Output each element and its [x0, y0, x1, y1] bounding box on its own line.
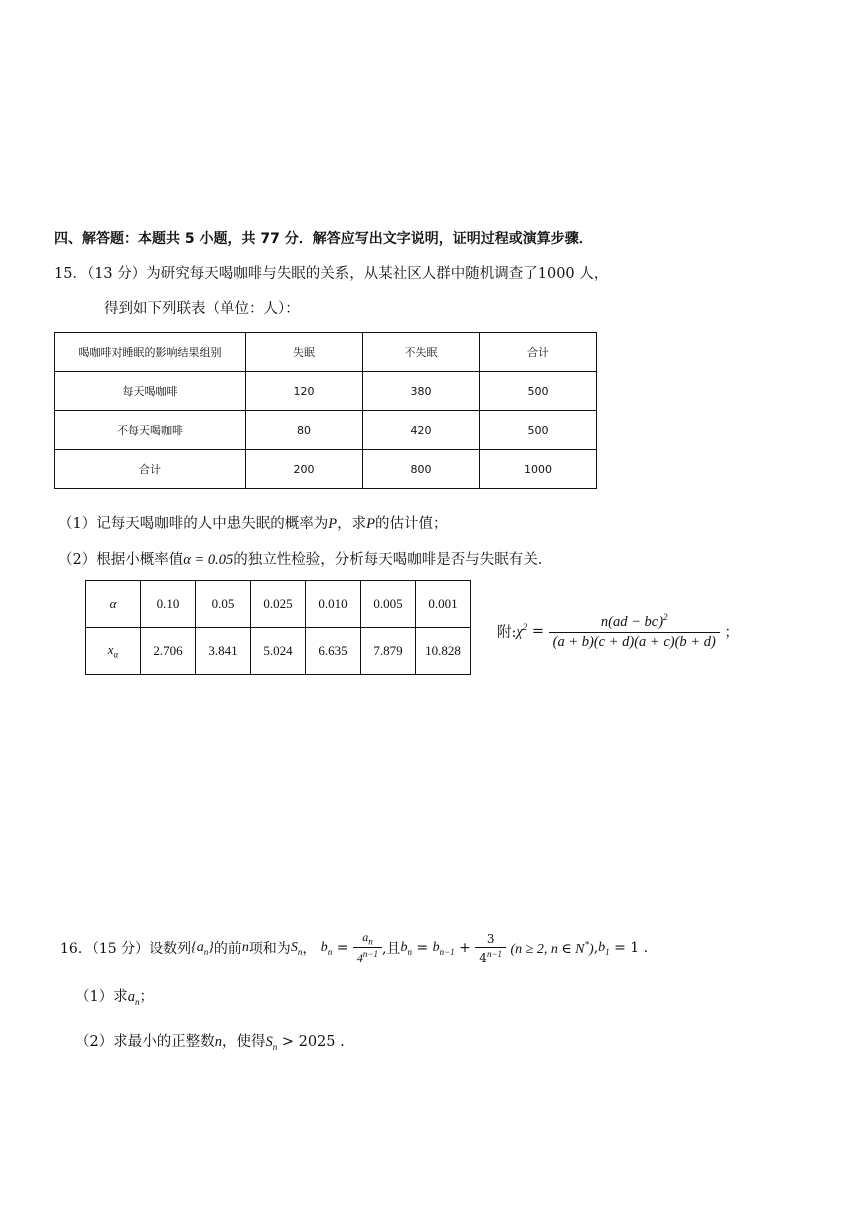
table-cell: 10.828 — [416, 628, 471, 675]
table-cell: 200 — [246, 450, 363, 489]
denominator: (a + b)(c + d)(a + c)(b + d) — [549, 632, 720, 651]
table-cell: 1000 — [480, 450, 597, 489]
header-cell: 喝咖啡对睡眠的影响结果组别 — [55, 333, 246, 372]
contingency-table — [54, 332, 597, 489]
table-cell: 6.635 — [306, 628, 361, 675]
table-cell: 7.879 — [361, 628, 416, 675]
var-p: P — [328, 516, 338, 532]
table-cell: 0.005 — [361, 581, 416, 628]
critical-value-table — [85, 580, 471, 675]
equals: = — [531, 623, 545, 640]
table-cell: 500 — [480, 372, 597, 411]
fraction-an: $\frac{a_n}{4^{n-1}}$ — [353, 930, 382, 966]
q16-part1: （1）求$a_n$； — [75, 989, 154, 1007]
formula-suffix: ； — [724, 624, 739, 641]
numerator: n(ad − bc)$^2$ — [600, 612, 668, 630]
table-row — [86, 628, 471, 675]
q15-line2: 得到如下列联表（单位：人）： — [104, 301, 300, 317]
condition: (n ≥ 2, n ∈ N*) — [510, 938, 594, 957]
section-title: 四、解答题：本题共 5 小题，共 77 分．解答应写出文字说明，证明过程或演算步骤． — [54, 231, 593, 247]
q15-part1 — [58, 512, 447, 533]
text: 的独立性检验，分析每天喝咖啡是否与失眠有关． — [233, 552, 553, 568]
q16-part2: （2）求最小的正整数n，使得$S_n > 2025$ . — [75, 1034, 345, 1052]
q15-part2 — [58, 548, 552, 569]
alpha-value: α = 0.05 — [183, 552, 234, 568]
text: （1）记每天喝咖啡的人中患失眠的概率为 — [58, 516, 329, 532]
x-alpha-label: $x_\alpha$ — [86, 628, 141, 675]
alpha-label: α — [86, 581, 141, 628]
formula-fraction — [549, 612, 720, 651]
chi-symbol: $\chi^2$ — [516, 622, 528, 640]
text: （2）根据小概率值 — [58, 552, 184, 568]
table-cell: 380 — [363, 372, 480, 411]
table-cell: 合计 — [55, 450, 246, 489]
table-header-row — [55, 333, 597, 372]
table-cell: 0.001 — [416, 581, 471, 628]
table-row — [55, 411, 597, 450]
header-cell: 不失眠 — [363, 333, 480, 372]
table-cell: 5.024 — [251, 628, 306, 675]
header-cell: 失眠 — [246, 333, 363, 372]
table-cell: 80 — [246, 411, 363, 450]
table-cell: 800 — [363, 450, 480, 489]
header-cell: 合计 — [480, 333, 597, 372]
table-row — [86, 581, 471, 628]
table-cell: 每天喝咖啡 — [55, 372, 246, 411]
table-cell: 0.010 — [306, 581, 361, 628]
table-row — [55, 372, 597, 411]
table-row — [55, 450, 597, 489]
table-cell: 不每天喝咖啡 — [55, 411, 246, 450]
table-cell: 0.025 — [251, 581, 306, 628]
chi-square-formula — [497, 612, 739, 651]
formula-prefix: 附: — [497, 624, 517, 641]
q16-statement: 16．（15 分）设数列$\{a_n\}$的前n项和为$S_n$， $b_n$ = $\frac{a_n}{4^{n-1}}$ ,且$b_n = b_{n-1}$ + $\frac{3}{4^{n-1}}$ (n ≥ 2, n ∈ $N^*),b_1 = 1$ . — [60, 930, 649, 966]
fraction-3: $\frac{3}{4^{n-1}}$ — [475, 932, 506, 965]
table-cell: 500 — [480, 411, 597, 450]
table-cell: 420 — [363, 411, 480, 450]
text: ，求 — [337, 516, 367, 532]
text: 的估计值； — [374, 516, 448, 532]
table-cell: 3.841 — [196, 628, 251, 675]
table-cell: 120 — [246, 372, 363, 411]
q15-line1: 15．（13 分）为研究每天喝咖啡与失眠的关系，从某社区人群中随机调查了1000 人， — [54, 266, 609, 282]
table-cell: 0.10 — [141, 581, 196, 628]
var-p: P — [366, 516, 375, 532]
table-cell: 0.05 — [196, 581, 251, 628]
table-cell: 2.706 — [141, 628, 196, 675]
